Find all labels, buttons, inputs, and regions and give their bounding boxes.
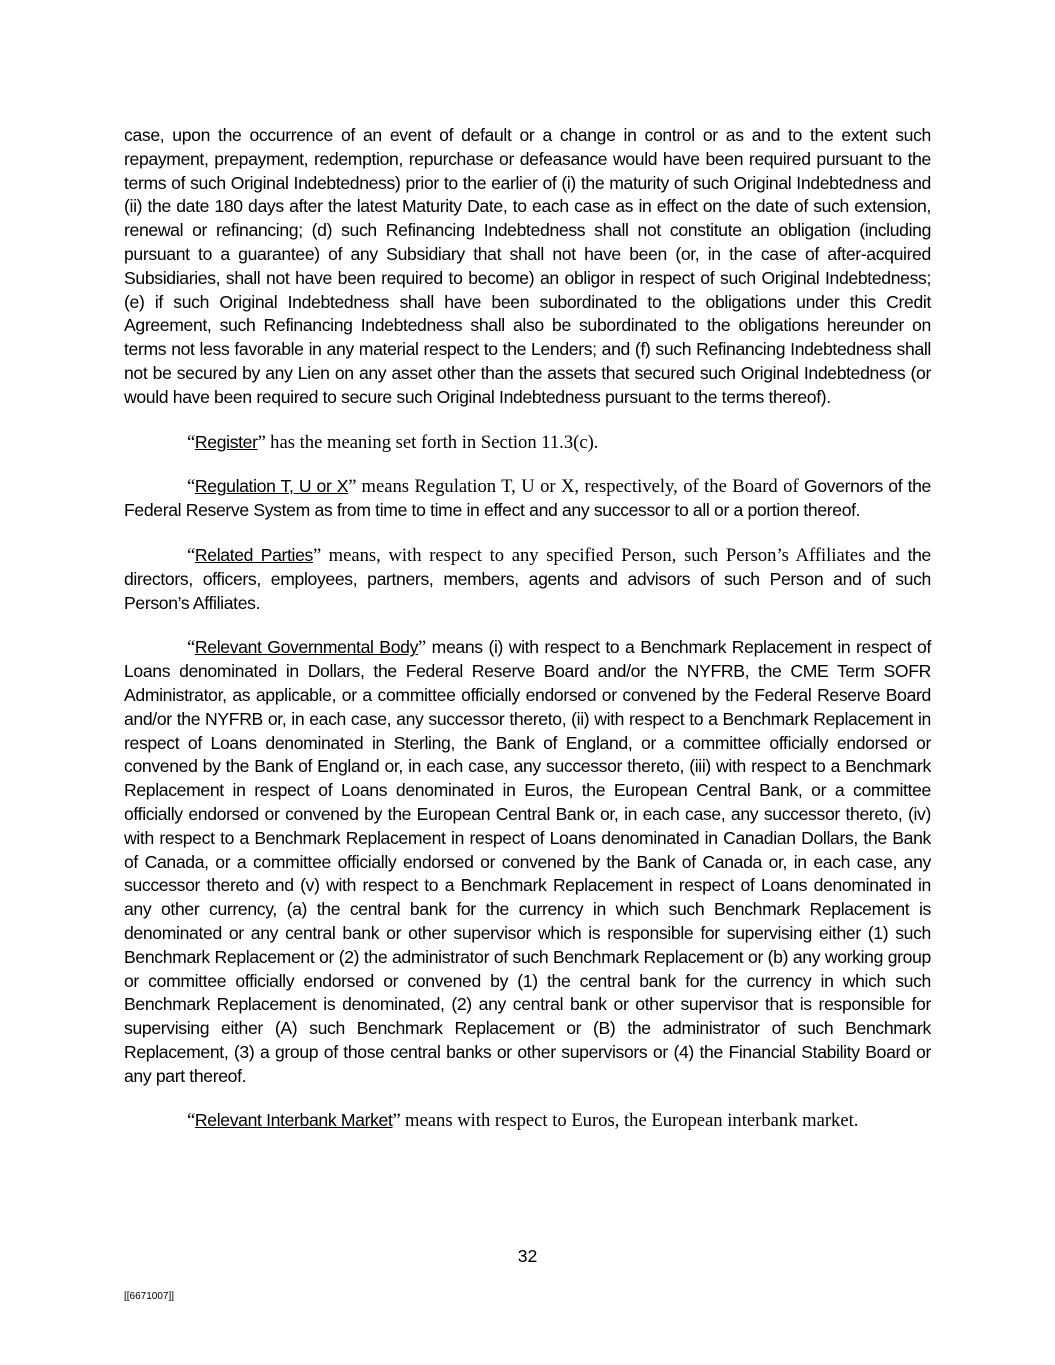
defined-term: Register <box>194 431 258 452</box>
definition-register <box>124 431 931 455</box>
definition-rest: Governors of the Federal Reserve System as from time to time in effect and any successor to all or a portion thereof. <box>124 476 931 521</box>
open-quote: “ <box>187 1110 195 1132</box>
document-page <box>124 124 931 1154</box>
close-quote: ” <box>313 544 321 566</box>
definition-lead: means with respect to Euros, the European interbank market. <box>400 1110 859 1132</box>
document-id: [[6671007]] <box>124 1291 175 1302</box>
open-quote: “ <box>187 431 195 453</box>
definition-relevant-interbank-market <box>124 1109 931 1133</box>
definition-regulation-t-u-or-x <box>124 475 931 523</box>
defined-term: Related Parties <box>194 544 313 565</box>
close-quote: ” <box>392 1110 401 1132</box>
page-number: 32 <box>517 1246 538 1266</box>
close-quote: ” <box>257 431 266 453</box>
definition-lead: means Regulation T, U or X, respectively, of the Board of <box>356 476 799 498</box>
open-quote: “ <box>187 637 195 659</box>
definition-lead: means, with respect to any specified Person, such Person’s Affiliates and <box>320 544 900 566</box>
defined-term: Regulation T, U or X <box>194 476 349 497</box>
close-quote: ” <box>418 637 426 659</box>
definition-rest: means (i) with respect to a Benchmark Replacement in respect of Loans denominated in Dollars, the Federal Reserve Board and/or the NYFRB, the CME Term SOFR Administrator, as applicable, or a committee officially endorsed or convened by the Federal Reserve Board and/or the NYFRB or, in each case, any successor thereto, (ii) with respect to a Benchmark Replacement in respect of Loans denominated in Sterling, the Bank of England, or a committee officially endorsed or convened by the Bank of England or, in each case, any successor thereto, (iii) with respect to a Benchmark Replacement in respect of Loans denominated in Euros, the European Central Bank, or a committee officially endorsed or convened by the European Central Bank or, in each case, any successor thereto, (iv) with respect to a Benchmark Replacement in respect of Loans denominated in Canadian Dollars, the Bank of Canada, or a committee officially endorsed or convened by the Bank of Canada or, in each case, any successor thereto and (v) with respect to a Benchmark Replacement in respect of Loans denominated in any other currency, (a) the central bank for the currency in which such Benchmark Replacement is denominated or any central bank or other supervisor which is responsible for supervising either (1) such Benchmark Replacement or (2) the administrator of such Benchmark Replacement or (b) any working group or committee officially endorsed or convened by (1) the central bank for the currency in which such Benchmark Replacement is denominated, (2) any central bank or other supervisor that is responsible for supervising either (A) such Benchmark Replacement or (B) the administrator of such Benchmark Replacement, (3) a group of those central banks or other supervisors or (4) the Financial Stability Board or any part thereof. <box>124 637 932 1086</box>
definition-rest: the directors, officers, employees, partners, members, agents and advisors of such Person and of such Person’s Affiliates. <box>124 544 931 613</box>
open-quote: “ <box>187 476 195 498</box>
close-quote: ” <box>348 476 357 498</box>
continuation-paragraph: case, upon the occurrence of an event of default or a change in control or as and to the extent such repayment, prepayment, redemption, repurchase or defeasance would have been required pursuant to the terms of such Original Indebtedness) prior to the earlier of (i) the maturity of such Original Indebtedness and (ii) the date 180 days after the latest Maturity Date, to each case as in effect on the date of such extension, renewal or refinancing; (d) such Refinancing Indebtedness shall not constitute an obligation (including pursuant to a guarantee) of any Subsidiary that shall not have been (or, in the case of after-acquired Subsidiaries, shall not have been required to become) an obligor in respect of such Original Indebtedness; (e) if such Original Indebtedness shall have been subordinated to the obligations under this Credit Agreement, such Refinancing Indebtedness shall also be subordinated to the obligations hereunder on terms not less favorable in any material respect to the Lenders; and (f) such Refinancing Indebtedness shall not be secured by any Lien on any asset other than the assets that secured such Original Indebtedness (or would have been required to secure such Original Indebtedness pursuant to the terms thereof). <box>124 125 931 407</box>
defined-term: Relevant Governmental Body <box>194 637 419 658</box>
definition-lead: has the meaning set forth in Section 11.3(c). <box>265 431 599 453</box>
defined-term: Relevant Interbank Market <box>194 1110 393 1131</box>
definition-relevant-governmental-body <box>124 636 931 1088</box>
open-quote: “ <box>187 544 195 566</box>
definition-related-parties <box>124 544 931 615</box>
